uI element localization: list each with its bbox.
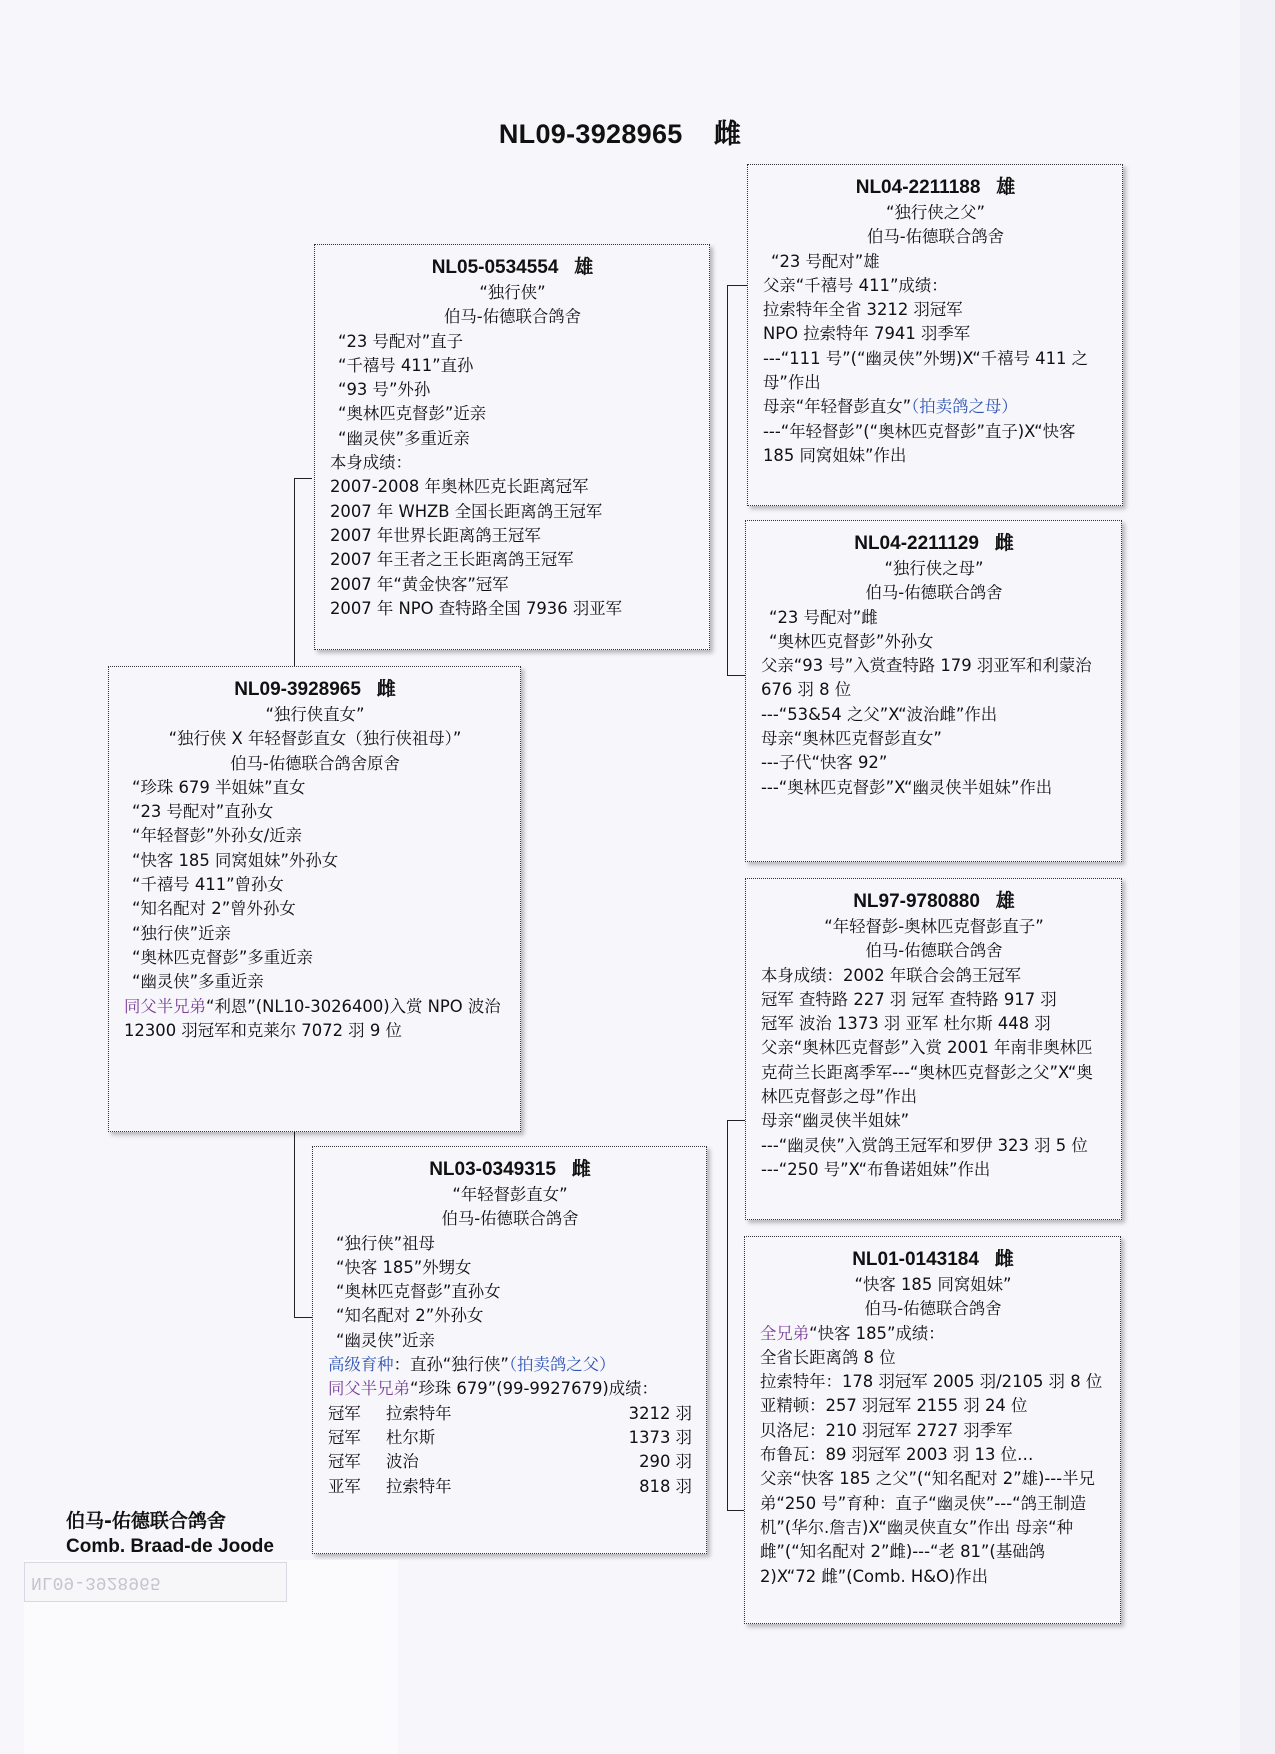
result-race: 杜尔斯 (386, 1427, 436, 1447)
sire-dam-ring: NL04-2211129 (854, 533, 979, 554)
sire-result: 2007 年 NPO 查特路全国 7936 羽亚军 (330, 598, 623, 618)
dam-line: “幽灵侠”近亲 (336, 1330, 435, 1350)
dam-line: “快客 185”外甥女 (336, 1257, 472, 1277)
dam-sire-line: 母亲“幽灵侠半姐妹” (761, 1111, 910, 1131)
subject-loft: 伯马-佑德联合鸽舍原舍 (230, 753, 400, 773)
connector-subject-dam (294, 1317, 312, 1318)
dam-sire-card (745, 878, 1122, 1220)
dam-dam-card (744, 1236, 1121, 1624)
result-race: 拉索特年 (386, 1403, 452, 1423)
sire-results-label: 本身成绩： (330, 453, 412, 473)
sire-sire-mother-line (763, 395, 1108, 419)
connector-sire-sire (727, 285, 747, 286)
sire-sire-line: NPO 拉索特年 7941 羽季军 (763, 324, 971, 344)
dam-loft: 伯马-佑德联合鸽舍 (441, 1209, 579, 1229)
dam-sire-ring: NL97-9780880 (853, 891, 980, 912)
sire-dam-card (745, 520, 1122, 862)
result-race: 拉索特年 (386, 1476, 452, 1496)
dam-sire-line: ---“幽灵侠”入赏鸽王冠军和罗伊 323 羽 5 位 (761, 1135, 1088, 1155)
dam-halfbrother-label: 同父半兄弟 (328, 1379, 410, 1399)
result-race: 波治 (386, 1452, 419, 1472)
dam-dam-line: 全省长距离鸽 8 位 (760, 1347, 896, 1367)
dam-heading (328, 1157, 692, 1183)
sire-dam-nickname: “独行侠之母” (884, 559, 984, 578)
dam-dam-fullbrother-label: 全兄弟 (760, 1323, 810, 1343)
subject-line: “幽灵侠”多重近亲 (132, 972, 264, 992)
subject-heading (124, 677, 506, 703)
sire-sire-line: “23 号配对”雄 (771, 251, 880, 271)
loft-name-en: Comb. Braad-de Joode (66, 1536, 274, 1557)
title-ring: NL09-3928965 (498, 119, 683, 149)
dam-sire-line: 冠军 波治 1373 羽 亚军 杜尔斯 448 羽 (761, 1014, 1051, 1034)
dam-sire-sex: 雄 (995, 891, 1015, 912)
subject-line: “奥林匹克督彭”多重近亲 (132, 947, 313, 967)
subject-ring: NL09-3928965 (234, 679, 361, 700)
dam-result-row (328, 1426, 692, 1450)
dam-dam-heading (760, 1247, 1106, 1273)
bleed-through-ring-stamp: NL09-3928965 (24, 1562, 287, 1602)
sire-dam-line: ---“奥林匹克督彭”X“幽灵侠半姐妹”作出 (761, 777, 1053, 797)
sire-dam-line: 母亲“奥林匹克督彭直女” (761, 729, 942, 749)
dam-result-row (328, 1402, 692, 1426)
result-birds: 1373 羽 (628, 1427, 692, 1447)
dam-dam-sex: 雌 (994, 1249, 1014, 1270)
connector-subject-down (294, 1132, 295, 1150)
dam-sire-nickname: “年轻督彭-奥林匹克督彭直子” (824, 917, 1044, 936)
sire-sire-sex: 雄 (996, 177, 1016, 198)
sire-ring: NL05-0534554 (431, 257, 559, 278)
connector-dam-sire (727, 1120, 747, 1121)
sire-heading (330, 255, 695, 281)
subject-halfbrother-note (124, 995, 506, 1044)
dam-line: “独行侠”祖母 (336, 1233, 435, 1253)
dam-dam-nickname: “快客 185 同窝姐妹” (854, 1275, 1012, 1294)
result-place: 亚军 (328, 1476, 361, 1496)
sire-sire-mother: 母亲“年轻督彭直女” (763, 397, 912, 417)
subject-sex: 雌 (376, 679, 396, 700)
subject-line: “千禧号 411”曾孙女 (132, 875, 284, 895)
subject-nickname: “独行侠直女” (265, 705, 365, 724)
dam-dam-fullbrother-text: “快客 185”成绩： (809, 1323, 945, 1343)
dam-halfbrother-text: “珍珠 679”(99-9927679)成绩： (409, 1379, 658, 1399)
dam-result-row (328, 1450, 692, 1474)
dam-sire-line: 父亲“奥林匹克督彭”入赏 2001 年南非奥林匹克荷兰长距离季军---“奥林匹克督彭之父”X“奥林匹克督彭之母”作出 (761, 1038, 1093, 1107)
sire-line: “千禧号 411”直孙 (338, 355, 474, 375)
subject-parentage: “独行侠 X 年轻督彭直女（独行侠祖母）” (168, 729, 462, 749)
sire-result: 2007 年世界长距离鸽王冠军 (330, 525, 541, 545)
sire-sire-line: 父亲“千禧号 411”成绩： (763, 275, 948, 295)
dam-dam-line: 布鲁瓦：89 羽冠军 2003 羽 13 位… (760, 1445, 1034, 1465)
loft-signature (66, 1508, 274, 1560)
connector-dam-grandparents (727, 1120, 728, 1510)
sire-sex: 雄 (574, 257, 594, 278)
dam-breeder-tag: （拍卖鸽之父） (508, 1355, 616, 1375)
sire-nickname: “独行侠” (479, 283, 546, 302)
sire-sire-loft: 伯马-佑德联合鸽舍 (866, 227, 1005, 247)
dam-ring: NL03-0349315 (429, 1159, 556, 1180)
result-birds: 290 羽 (639, 1452, 692, 1472)
dam-sire-line: 冠军 查特路 227 羽 冠军 查特路 917 羽 (761, 989, 1057, 1009)
title-sex: 雌 (713, 119, 742, 149)
subject-line: “独行侠”近亲 (132, 923, 231, 943)
sire-sire-line: 拉索特年全省 3212 羽冠军 (763, 300, 963, 320)
sire-sire-card (747, 164, 1123, 506)
dam-dam-line: 父亲“快客 185 之父”(“知名配对 2”雄)---半兄弟“250 号”育种：直子“幽灵侠”---“鸽王制造机”(华尔.詹吉)X“幽灵侠直女”作出 母亲“种雌”(“知名配对 2”雌)---“老 81”(基础鸽 2)X“72 雌”(Comb. H&O)作出 (760, 1469, 1095, 1586)
connector-sire-dam (727, 675, 747, 676)
connector-sire-grandparents (727, 285, 728, 675)
sire-dam-heading (761, 531, 1107, 557)
sire-card (314, 244, 710, 650)
sire-dam-loft: 伯马-佑德联合鸽舍 (865, 583, 1003, 603)
dam-dam-line: 拉索特年：178 羽冠军 2005 羽/2105 羽 8 位 亚精顿：257 羽冠军 2155 羽 24 位 (760, 1372, 1103, 1416)
subject-line: “珍珠 679 半姐妹”直女 (132, 777, 306, 797)
sire-result: 2007-2008 年奥林匹克长距离冠军 (330, 477, 589, 497)
subject-line: “快客 185 同窝姐妹”外孙女 (132, 850, 339, 870)
loft-name-cn: 伯马-佑德联合鸽舍 (66, 1510, 226, 1532)
dam-card (312, 1146, 707, 1554)
dam-sire-line: 本身成绩：2002 年联合会鸽王冠军 (761, 965, 1022, 985)
subject-line: “23 号配对”直孙女 (132, 802, 274, 822)
sire-sire-mother-tag: （拍卖鸽之母） (911, 397, 1018, 417)
dam-dam-fullbrother-line (760, 1322, 1106, 1346)
subject-line: “年轻督彭”外孙女/近亲 (132, 826, 303, 846)
dam-dam-line: 贝洛尼：210 羽冠军 2727 羽季军 (760, 1420, 1013, 1440)
dam-line: “知名配对 2”外孙女 (336, 1306, 484, 1326)
dam-halfbrother-line (328, 1377, 692, 1401)
sire-result: 2007 年 WHZB 全国长距离鸽王冠军 (330, 501, 603, 521)
dam-sex: 雌 (571, 1159, 591, 1180)
sire-result: 2007 年“黄金快客”冠军 (330, 574, 509, 594)
sire-result: 2007 年王者之王长距离鸽王冠军 (330, 550, 574, 570)
subject-line: “知名配对 2”曾外孙女 (132, 899, 296, 919)
result-place: 冠军 (328, 1403, 361, 1423)
dam-dam-ring: NL01-0143184 (852, 1249, 979, 1270)
sire-dam-line: ---子代“快客 92” (761, 753, 888, 773)
sire-line: “奥林匹克督彭”近亲 (338, 404, 487, 424)
result-place: 冠军 (328, 1452, 361, 1472)
subject-halfbrother-text: “利恩”(NL10-3026400)入赏 NPO 波治 12300 羽冠军和克莱尔 7072 羽 9 位 (124, 996, 501, 1040)
sire-dam-line: “奥林匹克督彭”外孙女 (769, 631, 934, 651)
dam-sire-loft: 伯马-佑德联合鸽舍 (865, 941, 1003, 961)
dam-sire-line: ---“250 号”X“布鲁诺姐妹”作出 (761, 1159, 991, 1179)
result-birds: 3212 羽 (628, 1403, 692, 1423)
connector-subject-sire (294, 478, 312, 479)
sire-dam-line: 父亲“93 号”入赏查特路 179 羽亚军和利蒙治 676 羽 8 位 (761, 656, 1092, 700)
dam-nickname: “年轻督彭直女” (452, 1185, 568, 1204)
sire-line: “幽灵侠”多重近亲 (338, 428, 470, 448)
sire-sire-nickname: “独行侠之父” (886, 203, 985, 222)
connector-subject-up (294, 650, 295, 666)
sire-loft: 伯马-佑德联合鸽舍 (443, 307, 582, 327)
sire-sire-heading (763, 175, 1108, 201)
sire-line: “23 号配对”直子 (338, 331, 464, 351)
dam-dam-loft: 伯马-佑德联合鸽舍 (864, 1299, 1002, 1319)
subject-card (108, 666, 521, 1132)
dam-line: “奥林匹克督彭”直孙女 (336, 1282, 501, 1302)
sire-sire-ring: NL04-2211188 (855, 177, 981, 198)
sire-sire-tail: ---“年轻督彭”(“奥林匹克督彭”直子)X“快客 185 同窝姐妹”作出 (763, 421, 1076, 465)
sire-sire-line: ---“111 号”(“幽灵侠”外甥)X“千禧号 411 之母”作出 (763, 348, 1089, 393)
sire-dam-line: ---“53&54 之父”X“波治雌”作出 (761, 704, 998, 724)
page-title (0, 112, 1240, 151)
sire-dam-line: “23 号配对”雌 (769, 607, 878, 627)
dam-breeder-line (328, 1353, 692, 1377)
sire-dam-sex: 雌 (994, 533, 1014, 554)
sire-line: “93 号”外孙 (338, 380, 431, 400)
result-place: 冠军 (328, 1427, 361, 1447)
dam-result-row (328, 1475, 692, 1499)
subject-halfbrother-label: 同父半兄弟 (124, 996, 206, 1016)
dam-sire-heading (761, 889, 1107, 915)
dam-breeder-text: ：直孙“独行侠” (393, 1355, 509, 1375)
dam-breeder-label: 高级育种 (328, 1355, 394, 1375)
result-birds: 818 羽 (639, 1476, 692, 1496)
